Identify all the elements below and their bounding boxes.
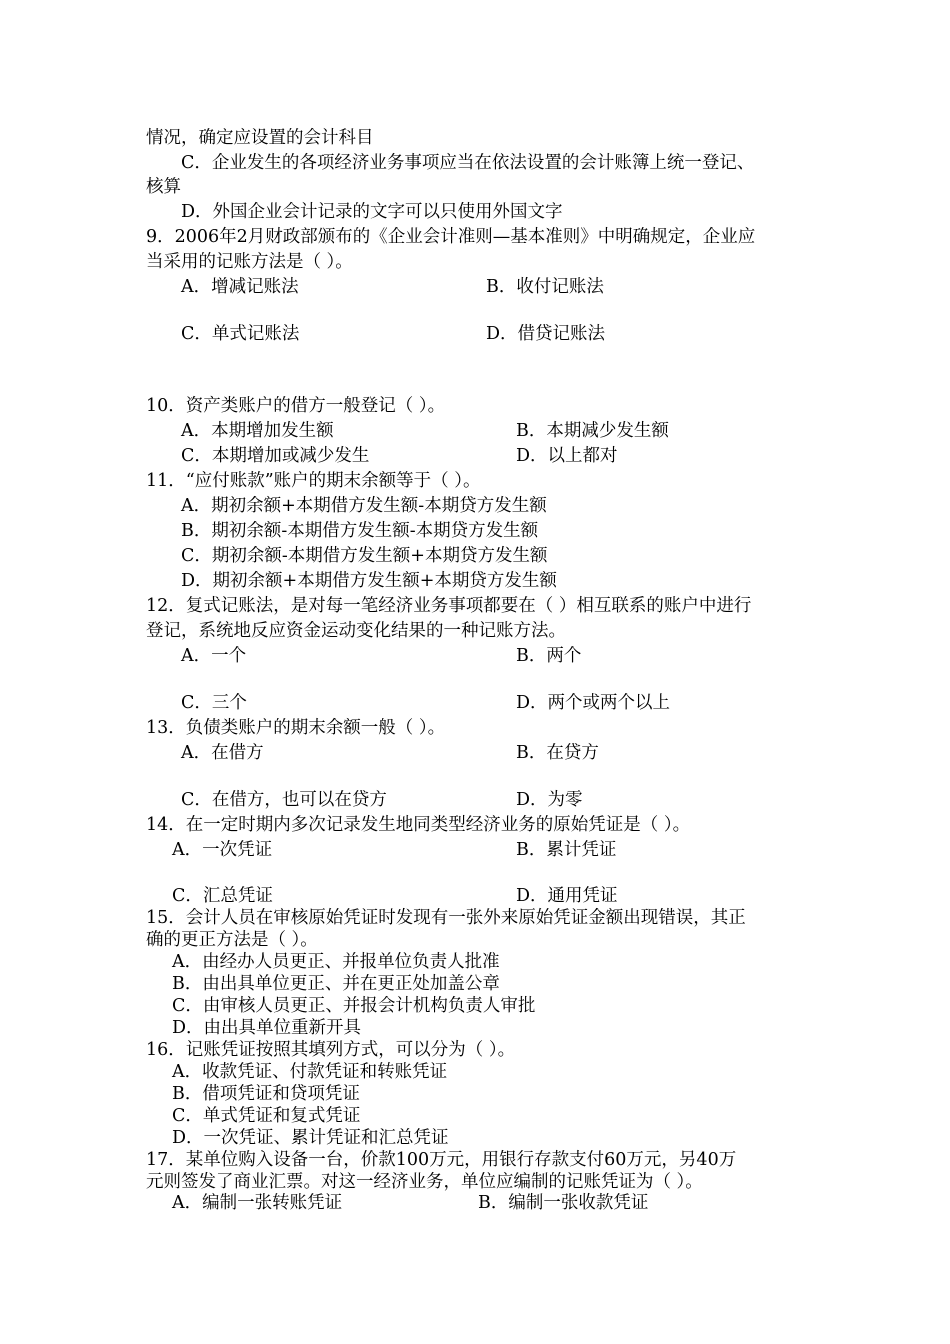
text-line: 情况，确定应设置的会计科目 (146, 128, 374, 148)
question-16-option-c: C．单式凭证和复式凭证 (172, 1106, 361, 1126)
question-12-option-c: C．三个 (181, 693, 247, 713)
question-14-stem: 14．在一定时期内多次记录发生地同类型经济业务的原始凭证是（ ）。 (146, 815, 691, 835)
question-17-option-a: A．编制一张转账凭证 (172, 1193, 343, 1213)
question-9-option-a: A．增减记账法 (181, 277, 299, 297)
question-10-stem: 10．资产类账户的借方一般登记（ ）。 (146, 396, 446, 416)
question-12-option-d: D．两个或两个以上 (516, 693, 671, 713)
question-15-option-a: A．由经办人员更正、并报单位负责人批准 (172, 952, 500, 972)
question-16-option-a: A．收款凭证、付款凭证和转账凭证 (172, 1062, 448, 1082)
question-17-stem-cont: 元则签发了商业汇票。对这一经济业务，单位应编制的记账凭证为（ ）。 (146, 1172, 703, 1192)
question-9-option-c: C．单式记账法 (181, 324, 300, 344)
question-10-option-a: A．本期增加发生额 (181, 421, 334, 441)
question-15-option-c: C．由审核人员更正、并报会计机构负责人审批 (172, 996, 536, 1016)
question-11-option-c: C．期初余额-本期借方发生额+本期贷方发生额 (181, 546, 548, 566)
question-16-stem: 16．记账凭证按照其填列方式，可以分为（ ）。 (146, 1040, 516, 1060)
question-16-option-b: B．借项凭证和贷项凭证 (172, 1084, 360, 1104)
question-13-stem: 13．负债类账户的期末余额一般（ ）。 (146, 718, 446, 738)
question-15-stem-cont: 确的更正方法是（ ）。 (146, 930, 318, 950)
question-14-option-d: D．通用凭证 (516, 886, 618, 906)
option-c: C．企业发生的各项经济业务事项应当在依法设置的会计账簿上统一登记、 (181, 153, 755, 173)
question-16-option-d: D．一次凭证、累计凭证和汇总凭证 (172, 1128, 449, 1148)
question-14-option-c: C．汇总凭证 (172, 886, 273, 906)
question-12-option-a: A．一个 (181, 646, 247, 666)
question-14-option-a: A．一次凭证 (172, 840, 273, 860)
question-10-option-d: D．以上都对 (516, 446, 618, 466)
question-15-option-b: B．由出具单位更正、并在更正处加盖公章 (172, 974, 500, 994)
question-9-option-d: D．借贷记账法 (486, 324, 606, 344)
question-12-stem: 12．复式记账法，是对每一笔经济业务事项都要在（ ）相互联系的账户中进行 (146, 596, 752, 616)
question-12-option-b: B．两个 (516, 646, 582, 666)
question-15-option-d: D．由出具单位重新开具 (172, 1018, 362, 1038)
question-9-stem-cont: 当采用的记账方法是（ ）。 (146, 252, 353, 272)
option-d: D．外国企业会计记录的文字可以只使用外国文字 (181, 202, 563, 222)
question-14-option-b: B．累计凭证 (516, 840, 617, 860)
question-10-option-c: C．本期增加或减少发生 (181, 446, 370, 466)
text-line: 核算 (146, 177, 181, 197)
question-17-stem: 17．某单位购入设备一台，价款100万元，用银行存款支付60万元，另40万 (146, 1150, 737, 1170)
question-13-option-d: D．为零 (516, 790, 583, 810)
question-11-option-b: B．期初余额-本期借方发生额-本期贷方发生额 (181, 521, 539, 541)
question-9-option-b: B．收付记账法 (486, 277, 604, 297)
question-11-option-d: D．期初余额+本期借方发生额+本期贷方发生额 (181, 571, 557, 591)
question-12-stem-cont: 登记，系统地反应资金运动变化结果的一种记账方法。 (146, 621, 566, 641)
question-13-option-c: C．在借方，也可以在贷方 (181, 790, 387, 810)
question-17-option-b: B．编制一张收款凭证 (478, 1193, 649, 1213)
question-11-option-a: A．期初余额+本期借方发生额-本期贷方发生额 (181, 496, 547, 516)
question-15-stem: 15．会计人员在审核原始凭证时发现有一张外来原始凭证金额出现错误，其正 (146, 908, 746, 928)
question-13-option-b: B．在贷方 (516, 743, 599, 763)
question-13-option-a: A．在借方 (181, 743, 264, 763)
question-10-option-b: B．本期减少发生额 (516, 421, 669, 441)
question-9-stem: 9．2006年2月财政部颁布的《企业会计准则—基本准则》中明确规定，企业应 (146, 227, 756, 247)
question-11-stem: 11．“应付账款”账户的期末余额等于（ ）。 (146, 471, 481, 491)
